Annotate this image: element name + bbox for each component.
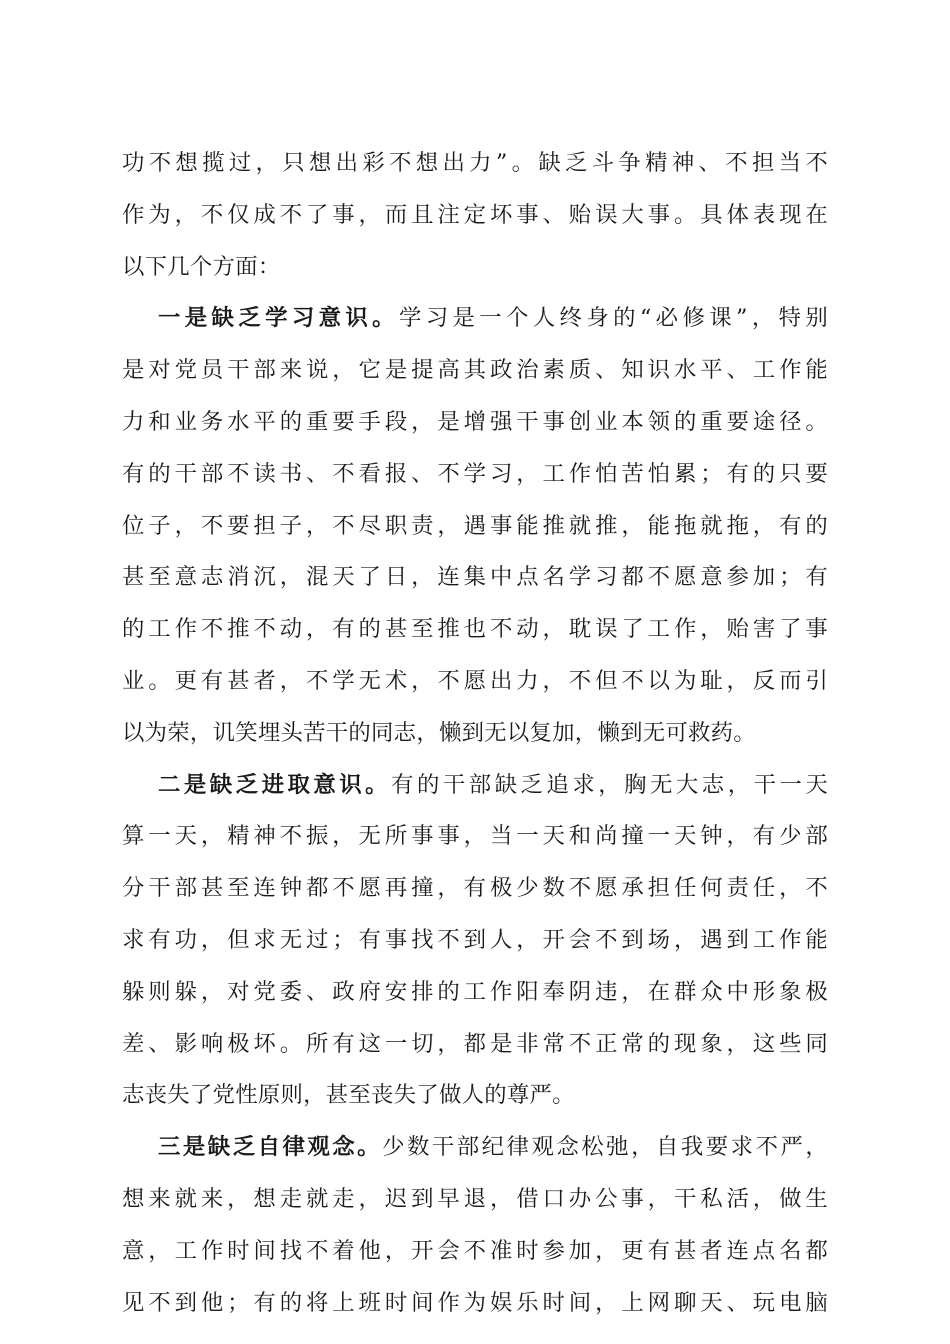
- paragraph-first-line: [122, 293, 828, 345]
- text-line: 志丧失了党性原则，甚至丧失了做人的尊严。: [122, 1082, 575, 1109]
- text-line: 求有功，但求无过；有事找不到人，开会不到场，遇到工作能: [122, 926, 828, 953]
- paragraph-first-line: [122, 760, 828, 812]
- text-line: 的工作不推不动，有的甚至推也不动，耽误了工作，贻害了事: [122, 616, 828, 643]
- text-line: 有的干部不读书、不看报、不学习，工作怕苦怕累；有的只要: [122, 460, 828, 487]
- text-line: 是对党员干部来说，它是提高其政治素质、知识水平、工作能: [122, 357, 828, 384]
- paragraph-heading: 一是缺乏学习意识。: [158, 305, 399, 332]
- text-line: 见不到他；有的将上班时间作为娱乐时间，上网聊天、玩电脑: [122, 1289, 828, 1316]
- text-line: 甚至意志消沉，混天了日，连集中点名学习都不愿意参加；有: [122, 564, 828, 591]
- text-line: 以下几个方面：: [122, 253, 281, 280]
- paragraph-heading: 三是缺乏自律观念。: [158, 1134, 383, 1161]
- text-line: 躲则躲，对党委、政府安排的工作阳奉阴违，在群众中形象极: [122, 978, 828, 1005]
- text-line: 分干部甚至连钟都不愿再撞，有极少数不愿承担任何责任，不: [122, 875, 828, 902]
- document-page: [122, 138, 828, 1329]
- text-line: 功不想揽过，只想出彩不想出力”。缺乏斗争精神、不担当不: [122, 150, 828, 176]
- text-run: 少数干部纪律观念松弛，自我要求不严，: [382, 1134, 829, 1161]
- text-line: 想来就来，想走就走，迟到早退，借口办公事，干私活，做生: [122, 1185, 828, 1212]
- text-line: 作为，不仅成不了事，而且注定坏事、贻误大事。具体表现在: [122, 201, 828, 228]
- text-line: 以为荣，讥笑埋头苦干的同志，懒到无以复加，懒到无可救药。: [122, 719, 756, 746]
- text-line: 差、影响极坏。所有这一切，都是非常不正常的现象，这些同: [122, 1030, 828, 1057]
- text-line: 算一天，精神不振，无所事事，当一天和尚撞一天钟，有少部: [122, 823, 828, 850]
- text-line: 力和业务水平的重要手段，是增强干事创业本领的重要途径。: [122, 408, 828, 435]
- text-line: 位子，不要担子，不尽职责，遇事能推就推，能拖就拖，有的: [122, 512, 828, 539]
- text-run: 有的干部缺乏追求，胸无大志，干一天: [391, 771, 829, 798]
- text-run: 学习是一个人终身的“必修课”，特别: [398, 305, 829, 332]
- text-line: 意，工作时间找不着他，开会不准时参加，更有甚者连点名都: [122, 1237, 828, 1264]
- text-line: 业。更有甚者，不学无术，不愿出力，不但不以为耻，反而引: [122, 667, 828, 694]
- paragraph-first-line: [122, 1122, 828, 1174]
- paragraph-heading: 二是缺乏进取意识。: [158, 771, 392, 798]
